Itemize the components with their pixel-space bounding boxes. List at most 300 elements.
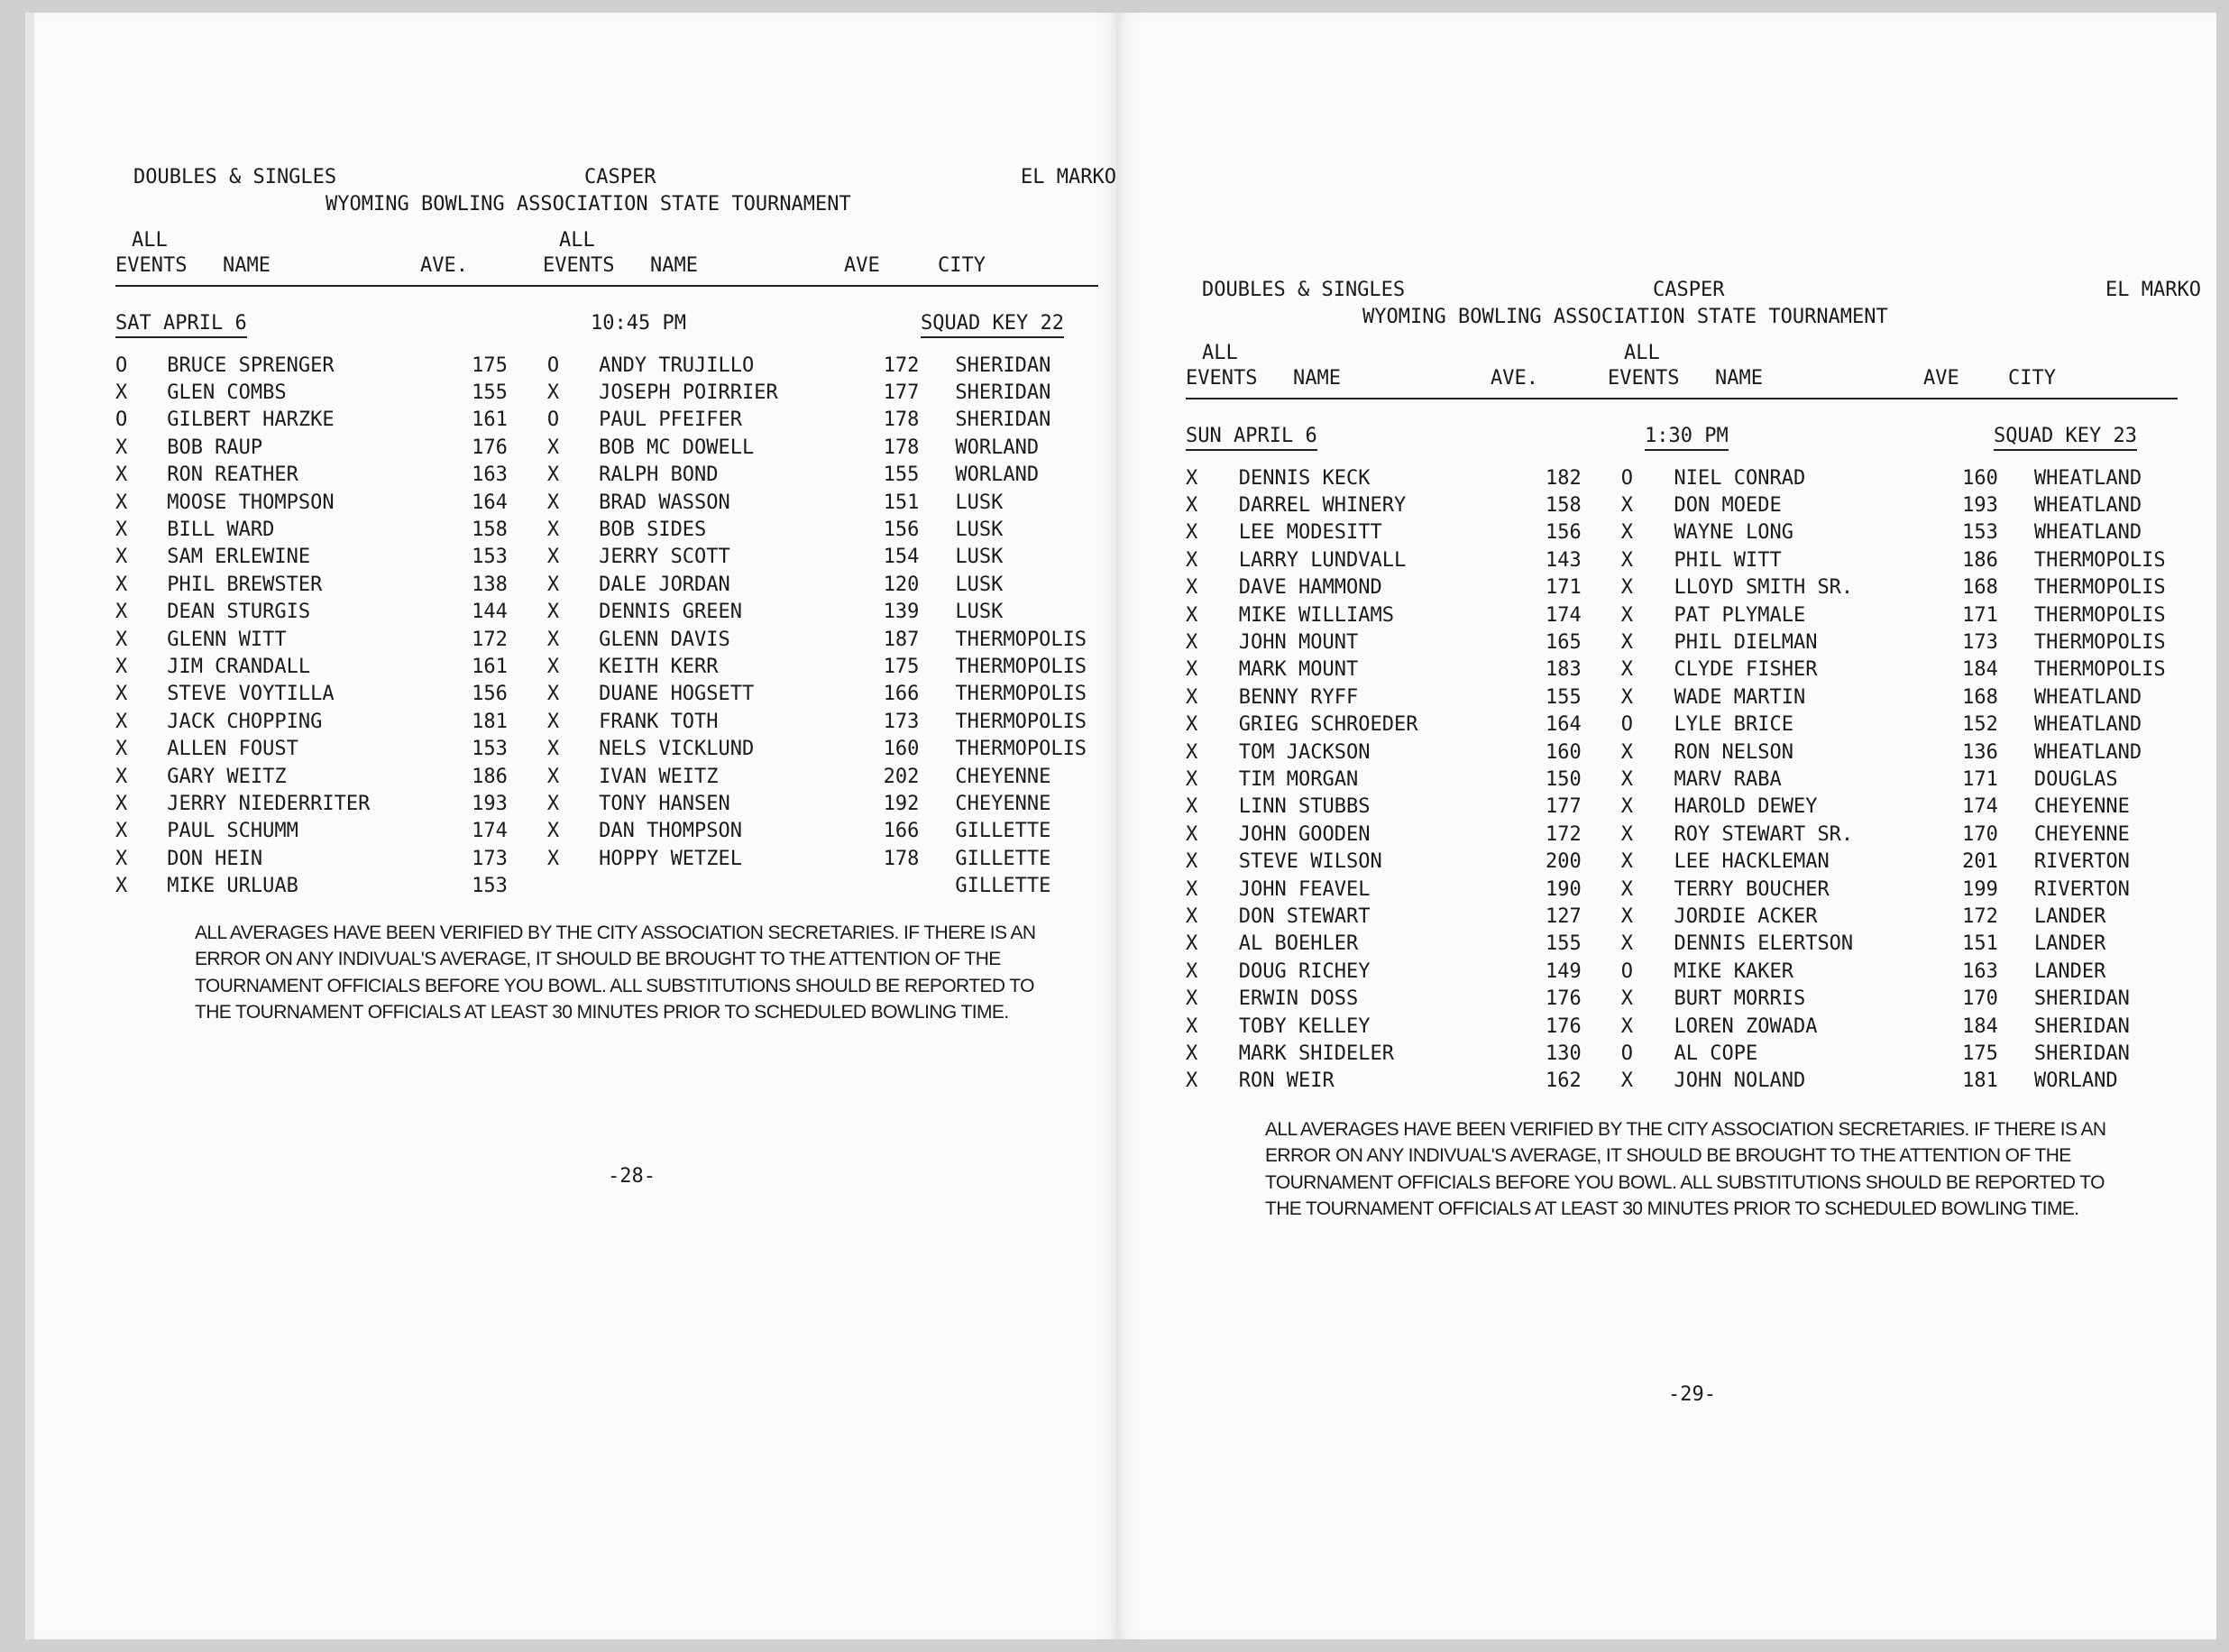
right-page xyxy=(1116,13,2216,1639)
bowler-name-1: BENNY RYFF xyxy=(1238,685,1359,709)
average-1: 155 xyxy=(472,381,508,405)
bowler-name-1: DON HEIN xyxy=(167,847,263,870)
city: LUSK xyxy=(955,546,1004,569)
bowler-name-2: WADE MARTIN xyxy=(1674,685,1806,709)
events-flag-2: X xyxy=(1620,850,1633,874)
average-2: 139 xyxy=(883,601,920,624)
header-association: WYOMING BOWLING ASSOCIATION STATE TOURNAMENT xyxy=(1362,306,1888,328)
events-flag-1: X xyxy=(1186,932,1198,956)
events-flag-2: X xyxy=(546,491,560,514)
average-1: 144 xyxy=(472,601,508,624)
average-2: 184 xyxy=(1962,1014,1998,1038)
bowler-name-2: WAYNE LONG xyxy=(1674,521,1793,545)
bowler-name-2: GLENN DAVIS xyxy=(599,628,730,651)
bowler-name-2: BURT MORRIS xyxy=(1674,987,1806,1011)
average-1: 155 xyxy=(1545,932,1582,956)
events-flag-2: O xyxy=(1620,1042,1633,1065)
events-flag-1: X xyxy=(1186,1014,1198,1038)
table-row xyxy=(115,599,1098,626)
bowler-name-2: LEE HACKLEMAN xyxy=(1674,850,1830,874)
average-1: 153 xyxy=(472,738,508,761)
city: LANDER xyxy=(2033,904,2106,928)
city: SHERIDAN xyxy=(2033,1014,2130,1038)
average-2: 154 xyxy=(883,546,920,569)
events-flag-2: X xyxy=(546,628,560,651)
table-row xyxy=(115,379,1098,406)
bowler-name-2: BRAD WASSON xyxy=(599,491,730,514)
city: THERMOPOLIS xyxy=(2033,548,2166,572)
events-flag-2: X xyxy=(1620,494,1633,518)
events-flag-1: X xyxy=(115,738,128,761)
events-flag-1: X xyxy=(1186,850,1198,874)
bowler-name-2: LOREN ZOWADA xyxy=(1674,1014,1818,1038)
city: SHERIDAN xyxy=(955,381,1051,405)
table-row xyxy=(1186,739,2178,766)
bowler-name-1: BOB RAUP xyxy=(167,436,263,459)
events-flag-1: X xyxy=(115,683,128,706)
table-row xyxy=(1186,656,2178,684)
bowler-name-1: LEE MODESITT xyxy=(1238,521,1382,545)
table-row xyxy=(115,681,1098,708)
average-2: 151 xyxy=(1962,932,1998,956)
events-flag-1: X xyxy=(1186,904,1198,928)
events-flag-2: X xyxy=(1620,987,1633,1011)
bowler-name-1: JIM CRANDALL xyxy=(167,655,311,678)
average-1: 182 xyxy=(1545,466,1582,490)
events-flag-1: X xyxy=(1186,1069,1198,1093)
bowler-name-1: MOOSE THOMPSON xyxy=(167,491,335,514)
bowler-name-2: BOB SIDES xyxy=(599,519,707,542)
city: THERMOPOLIS xyxy=(955,738,1087,761)
city: THERMOPOLIS xyxy=(955,683,1087,706)
bowler-name-1: AL BOEHLER xyxy=(1238,932,1359,956)
events-flag-1: X xyxy=(1186,740,1198,764)
bowler-name-1: JOHN FEAVEL xyxy=(1238,877,1371,901)
bowler-name-2: IVAN WEITZ xyxy=(599,765,719,788)
bowler-name-1: DAVE HAMMOND xyxy=(1238,576,1382,600)
events-flag-1: X xyxy=(115,792,128,815)
table-row xyxy=(1186,876,2178,903)
events-flag-1: X xyxy=(115,546,128,569)
bowler-name-1: ERWIN DOSS xyxy=(1238,987,1359,1011)
bowler-name-2: ANDY TRUJILLO xyxy=(599,353,755,377)
city: LANDER xyxy=(2033,932,2106,956)
bowler-name-1: GARY WEITZ xyxy=(167,765,287,788)
bowler-name-2: JORDIE ACKER xyxy=(1674,904,1818,928)
average-1: 138 xyxy=(472,573,508,596)
bowler-name-2: JOHN NOLAND xyxy=(1674,1069,1806,1093)
events-flag-2: X xyxy=(546,519,560,542)
bowler-name-2: LYLE BRICE xyxy=(1674,713,1793,737)
table-row xyxy=(1186,464,2178,491)
bowler-name-1: MARK MOUNT xyxy=(1238,658,1359,682)
left-page-content xyxy=(115,166,1116,1026)
table-row xyxy=(1186,985,2178,1012)
bowler-name-1: GLENN WITT xyxy=(167,628,287,651)
col-all-1: ALL xyxy=(132,229,168,252)
average-1: 156 xyxy=(1545,521,1582,545)
table-row xyxy=(1186,958,2178,985)
right-page-content xyxy=(1186,279,2201,1223)
events-flag-1: X xyxy=(115,820,128,843)
col-name-2: NAME xyxy=(650,254,698,277)
average-2: 163 xyxy=(1962,959,1998,983)
bowler-name-2: ROY STEWART SR. xyxy=(1674,822,1854,846)
events-flag-2: X xyxy=(546,573,560,596)
roster-table xyxy=(1186,464,2178,1095)
table-row xyxy=(115,790,1098,817)
table-row xyxy=(1186,848,2178,875)
column-headers xyxy=(1186,342,2178,399)
events-flag-1: X xyxy=(1186,576,1198,600)
bowler-name-1: JOHN GOODEN xyxy=(1238,822,1371,846)
bowler-name-2: DALE JORDAN xyxy=(599,573,730,596)
bowler-name-2: TERRY BOUCHER xyxy=(1674,877,1830,901)
bowler-name-1: LARRY LUNDVALL xyxy=(1238,548,1407,572)
squad-key: SQUAD KEY 22 xyxy=(921,312,1064,338)
table-row xyxy=(1186,1013,2178,1040)
city: CHEYENNE xyxy=(955,765,1051,788)
average-1: 164 xyxy=(1545,713,1582,737)
bowler-name-2: PAUL PFEIFER xyxy=(599,408,743,432)
squad-key: SQUAD KEY 23 xyxy=(1994,425,2137,451)
bowler-name-2: BOB MC DOWELL xyxy=(599,436,755,459)
bowler-name-2: JERRY SCOTT xyxy=(599,546,730,569)
events-flag-1: X xyxy=(115,710,128,733)
table-row xyxy=(115,544,1098,571)
events-flag-1: X xyxy=(115,573,128,596)
average-1: 150 xyxy=(1545,767,1582,791)
left-page xyxy=(25,13,1120,1639)
page-number: -29- xyxy=(1668,1383,1716,1406)
events-flag-2: X xyxy=(546,381,560,405)
bowler-name-1: DEAN STURGIS xyxy=(167,601,311,624)
average-2: 171 xyxy=(1962,603,1998,627)
column-headers xyxy=(115,229,1098,287)
average-2: 174 xyxy=(1962,795,1998,819)
table-row xyxy=(1186,574,2178,601)
average-2: 192 xyxy=(883,792,920,815)
col-events-1: EVENTS xyxy=(1186,367,1258,390)
col-events-2: EVENTS xyxy=(543,254,615,277)
bowler-name-1: MIKE WILLIAMS xyxy=(1238,603,1394,627)
events-flag-2: X xyxy=(546,436,560,459)
events-flag-1: O xyxy=(115,353,128,377)
bowler-name-2: HOPPY WETZEL xyxy=(599,847,743,870)
header-association: WYOMING BOWLING ASSOCIATION STATE TOURNAMENT xyxy=(326,193,851,216)
bowler-name-2: PHIL WITT xyxy=(1674,548,1782,572)
city: RIVERTON xyxy=(2033,850,2130,874)
table-row xyxy=(1186,629,2178,656)
table-row xyxy=(1186,546,2178,574)
events-flag-1: X xyxy=(115,628,128,651)
events-flag-2: O xyxy=(1620,466,1633,490)
page-number: -28- xyxy=(608,1165,656,1188)
table-row xyxy=(1186,1068,2178,1095)
average-2: 202 xyxy=(883,765,920,788)
events-flag-2: X xyxy=(1620,631,1633,655)
col-events-1: EVENTS xyxy=(115,254,188,277)
squad-time: 1:30 PM xyxy=(1645,425,1729,451)
table-row xyxy=(115,735,1098,762)
table-row xyxy=(1186,1040,2178,1067)
events-flag-2: O xyxy=(546,353,560,377)
bowler-name-1: GLEN COMBS xyxy=(167,381,287,405)
col-ave-1: AVE. xyxy=(1491,367,1538,390)
squad-line xyxy=(1186,408,2178,463)
col-ave-1: AVE. xyxy=(420,254,468,277)
events-flag-1: X xyxy=(1186,959,1198,983)
average-2: 170 xyxy=(1962,987,1998,1011)
average-2: 166 xyxy=(883,683,920,706)
average-2: 177 xyxy=(883,381,920,405)
averages-note: ALL AVERAGES HAVE BEEN VERIFIED BY THE CITY ASSOCIATION SECRETARIES. IF THERE IS AN ERROR ON ANY INDIVUAL'S AVERAGE, IT SHOULD BE BROUGHT TO THE ATTENTION OF THE TOURNAMENT OFFICIALS BEFORE YOU BOWL. ALL SUBSTITUTIONS SHOULD BE REPORTED TO THE TOURNAMENT OFFICIALS AT LEAST 30 MINUTES PRIOR TO SCHEDULED BOWLING TIME. xyxy=(1265,1118,2106,1220)
average-1: 160 xyxy=(1545,740,1582,764)
header-event: DOUBLES & SINGLES xyxy=(133,166,337,188)
bowler-name-2: TONY HANSEN xyxy=(599,792,730,815)
average-2: 120 xyxy=(883,573,920,596)
events-flag-2: X xyxy=(1620,932,1633,956)
table-row xyxy=(1186,684,2178,711)
average-1: 183 xyxy=(1545,658,1582,682)
average-1: 161 xyxy=(472,408,508,432)
average-1: 158 xyxy=(1545,494,1582,518)
average-2: 172 xyxy=(883,353,920,377)
city: LUSK xyxy=(955,491,1004,514)
table-row xyxy=(115,763,1098,790)
events-flag-1: X xyxy=(1186,795,1198,819)
events-flag-2: X xyxy=(1620,603,1633,627)
average-2: 172 xyxy=(1962,904,1998,928)
city: GILLETTE xyxy=(955,875,1051,898)
city: LUSK xyxy=(955,573,1004,596)
events-flag-2: X xyxy=(1620,822,1633,846)
bowler-name-1: GRIEG SCHROEDER xyxy=(1238,713,1418,737)
table-row xyxy=(115,462,1098,489)
city: RIVERTON xyxy=(2033,877,2130,901)
average-1: 130 xyxy=(1545,1042,1582,1065)
bowler-name-1: BRUCE SPRENGER xyxy=(167,353,335,377)
city: GILLETTE xyxy=(955,847,1051,870)
bowler-name-1: PAUL SCHUMM xyxy=(167,820,298,843)
events-flag-1: X xyxy=(115,847,128,870)
squad-time: 10:45 PM xyxy=(591,312,686,335)
events-flag-2: X xyxy=(1620,521,1633,545)
bowler-name-2: CLYDE FISHER xyxy=(1674,658,1818,682)
average-1: 162 xyxy=(1545,1069,1582,1093)
page-header xyxy=(115,166,1116,224)
header-venue: EL MARKO xyxy=(2105,279,2201,301)
events-flag-2: X xyxy=(546,820,560,843)
city: CHEYENNE xyxy=(2033,795,2130,819)
average-1: 175 xyxy=(472,353,508,377)
city: WORLAND xyxy=(955,436,1040,459)
average-2: 152 xyxy=(1962,713,1998,737)
bowler-name-1: DARREL WHINERY xyxy=(1238,494,1407,518)
bowler-name-2: NIEL CONRAD xyxy=(1674,466,1806,490)
events-flag-1: X xyxy=(115,601,128,624)
events-flag-2: X xyxy=(1620,658,1633,682)
events-flag-2: X xyxy=(1620,767,1633,791)
table-row xyxy=(115,653,1098,680)
events-flag-1: X xyxy=(115,875,128,898)
table-row xyxy=(1186,821,2178,848)
average-1: 153 xyxy=(472,546,508,569)
events-flag-2: X xyxy=(1620,877,1633,901)
col-all-2: ALL xyxy=(559,229,595,252)
average-2: 170 xyxy=(1962,822,1998,846)
table-row xyxy=(115,407,1098,434)
bowler-name-1: GILBERT HARZKE xyxy=(167,408,335,432)
table-row xyxy=(115,434,1098,461)
table-row xyxy=(1186,519,2178,546)
average-1: 174 xyxy=(1545,603,1582,627)
squad-line xyxy=(115,296,1098,350)
city: THERMOPOLIS xyxy=(955,710,1087,733)
city: LANDER xyxy=(2033,959,2106,983)
average-1: 164 xyxy=(472,491,508,514)
city: WHEATLAND xyxy=(2033,494,2142,518)
city: WHEATLAND xyxy=(2033,713,2142,737)
header-city: CASPER xyxy=(1653,279,1725,301)
bowler-name-1: TIM MORGAN xyxy=(1238,767,1359,791)
table-row xyxy=(115,845,1098,872)
average-2: 151 xyxy=(883,491,920,514)
bowler-name-1: ALLEN FOUST xyxy=(167,738,298,761)
events-flag-2: X xyxy=(1620,685,1633,709)
city: THERMOPOLIS xyxy=(2033,603,2166,627)
city: CHEYENNE xyxy=(2033,822,2130,846)
table-row xyxy=(115,516,1098,543)
events-flag-1: X xyxy=(1186,631,1198,655)
average-2: 173 xyxy=(1962,631,1998,655)
events-flag-2: X xyxy=(1620,1014,1633,1038)
events-flag-2: X xyxy=(1620,576,1633,600)
average-2: 178 xyxy=(883,847,920,870)
events-flag-2: X xyxy=(546,683,560,706)
events-flag-1: X xyxy=(115,463,128,487)
average-2: 178 xyxy=(883,408,920,432)
events-flag-1: X xyxy=(1186,494,1198,518)
bowler-name-1: MIKE URLUAB xyxy=(167,875,298,898)
average-1: 193 xyxy=(472,792,508,815)
bowler-name-2: DUANE HOGSETT xyxy=(599,683,755,706)
events-flag-2: X xyxy=(546,601,560,624)
average-1: 176 xyxy=(1545,987,1582,1011)
average-2: 199 xyxy=(1962,877,1998,901)
col-ave-2: AVE xyxy=(844,254,880,277)
col-all-2: ALL xyxy=(1624,342,1660,364)
city: THERMOPOLIS xyxy=(2033,658,2166,682)
average-2: 181 xyxy=(1962,1069,1998,1093)
table-row xyxy=(1186,903,2178,930)
city: WORLAND xyxy=(955,463,1040,487)
events-flag-2: X xyxy=(546,847,560,870)
average-1: 181 xyxy=(472,710,508,733)
col-city: CITY xyxy=(938,254,986,277)
bowler-name-2: JOSEPH POIRRIER xyxy=(599,381,778,405)
average-1: 153 xyxy=(472,875,508,898)
header-city: CASPER xyxy=(584,166,656,188)
events-flag-1: X xyxy=(1186,658,1198,682)
squad-date: SUN APRIL 6 xyxy=(1186,425,1317,451)
average-2: 156 xyxy=(883,519,920,542)
events-flag-2: X xyxy=(1620,740,1633,764)
bowler-name-2: DON MOEDE xyxy=(1674,494,1782,518)
average-1: 177 xyxy=(1545,795,1582,819)
average-2: 136 xyxy=(1962,740,1998,764)
average-2: 160 xyxy=(883,738,920,761)
table-row xyxy=(115,872,1098,899)
bowler-name-2: MARV RABA xyxy=(1674,767,1782,791)
squad-date: SAT APRIL 6 xyxy=(115,312,247,338)
bowler-name-1: PHIL BREWSTER xyxy=(167,573,323,596)
bowler-name-2: NELS VICKLUND xyxy=(599,738,755,761)
bowler-name-1: SAM ERLEWINE xyxy=(167,546,311,569)
table-row xyxy=(1186,601,2178,629)
events-flag-2: X xyxy=(546,655,560,678)
events-flag-1: X xyxy=(1186,685,1198,709)
events-flag-1: O xyxy=(115,408,128,432)
average-1: 143 xyxy=(1545,548,1582,572)
events-flag-2: X xyxy=(546,792,560,815)
bowler-name-2: LLOYD SMITH SR. xyxy=(1674,576,1854,600)
bowler-name-2 xyxy=(599,872,838,899)
table-row xyxy=(115,818,1098,845)
events-flag-1: X xyxy=(1186,767,1198,791)
average-2: 187 xyxy=(883,628,920,651)
average-1: 127 xyxy=(1545,904,1582,928)
col-name-1: NAME xyxy=(1293,367,1341,390)
city: WHEATLAND xyxy=(2033,466,2142,490)
bowler-name-1: RON WEIR xyxy=(1238,1069,1335,1093)
city: THERMOPOLIS xyxy=(2033,631,2166,655)
city: WHEATLAND xyxy=(2033,685,2142,709)
bowler-name-1: JOHN MOUNT xyxy=(1238,631,1359,655)
table-row xyxy=(1186,711,2178,739)
averages-note: ALL AVERAGES HAVE BEEN VERIFIED BY THE CITY ASSOCIATION SECRETARIES. IF THERE IS AN ERROR ON ANY INDIVUAL'S AVERAGE, IT SHOULD BE BROUGHT TO THE ATTENTION OF THE TOURNAMENT OFFICIALS BEFORE YOU BOWL. ALL SUBSTITUTIONS SHOULD BE REPORTED TO THE TOURNAMENT OFFICIALS AT LEAST 30 MINUTES PRIOR TO SCHEDULED BOWLING TIME. xyxy=(195,922,1036,1023)
events-flag-1: X xyxy=(115,519,128,542)
table-row xyxy=(115,626,1098,653)
events-flag-2: O xyxy=(546,408,560,432)
table-row xyxy=(115,571,1098,598)
bowler-name-1: LINN STUBBS xyxy=(1238,795,1371,819)
bowler-name-1: JERRY NIEDERRITER xyxy=(167,792,371,815)
average-1: 163 xyxy=(472,463,508,487)
city: WHEATLAND xyxy=(2033,740,2142,764)
average-2: 166 xyxy=(883,820,920,843)
table-row xyxy=(1186,491,2178,519)
average-1: 174 xyxy=(472,820,508,843)
bowler-name-2: DENNIS GREEN xyxy=(599,601,743,624)
events-flag-2: X xyxy=(1620,904,1633,928)
bowler-name-1: RON REATHER xyxy=(167,463,298,487)
average-2: 178 xyxy=(883,436,920,459)
bowler-name-2: AL COPE xyxy=(1674,1042,1758,1065)
events-flag-1: X xyxy=(1186,1042,1198,1065)
header-event: DOUBLES & SINGLES xyxy=(1202,279,1406,301)
bowler-name-2: RON NELSON xyxy=(1674,740,1793,764)
bowler-name-2: MIKE KAKER xyxy=(1674,959,1793,983)
bowler-name-1: STEVE VOYTILLA xyxy=(167,683,335,706)
city: THERMOPOLIS xyxy=(955,655,1087,678)
events-flag-1: X xyxy=(115,655,128,678)
city: LUSK xyxy=(955,601,1004,624)
city: THERMOPOLIS xyxy=(2033,576,2166,600)
city: DOUGLAS xyxy=(2033,767,2118,791)
col-name-1: NAME xyxy=(223,254,271,277)
average-2: 173 xyxy=(883,710,920,733)
